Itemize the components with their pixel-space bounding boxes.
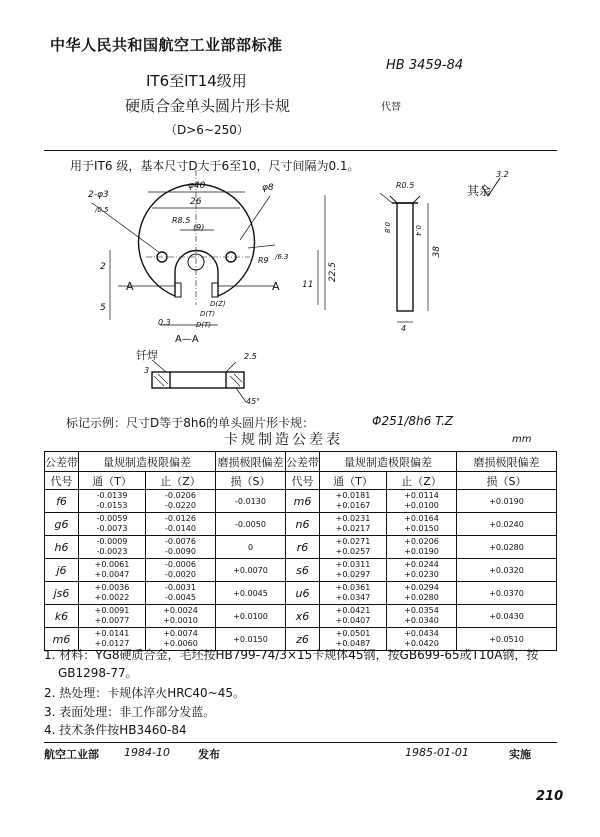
note-2: 2. 热处理：卡规体淬火HRC40~45。 (44, 686, 246, 700)
cell-z4: +0.0230 (404, 570, 439, 579)
nogo-dev-left (146, 559, 216, 582)
note-3: 3. 表面处理：非工作部分发蓝。 (44, 705, 216, 719)
footer-issue-date: 1984-10 (124, 746, 170, 759)
cell-z4: +0.0420 (404, 639, 439, 648)
dim-r05: R0.5 (396, 181, 415, 190)
cell-t3: +0.0501 (335, 629, 371, 638)
cell-t1: -0.0059 (96, 514, 128, 523)
intro-text: 用于IT6 级，基本尺寸D大于6至10，尺寸间隔为0.1。 (70, 159, 360, 173)
row-code-left (45, 536, 79, 559)
dim-0-8: 0.8 (383, 222, 391, 234)
cell-t1: +0.0091 (94, 606, 130, 615)
go-dev-left (79, 513, 146, 536)
table-unit: mm (512, 434, 532, 445)
label-a-left: A (126, 280, 134, 293)
cell-s2: +0.0190 (489, 496, 524, 506)
wear-dev-left (216, 559, 286, 582)
cell-s: +0.0070 (233, 565, 268, 575)
cell-z2: -0.0090 (165, 547, 196, 556)
table-row (45, 605, 557, 628)
cell-c1: j6 (56, 563, 67, 577)
wear-dev-right (457, 582, 557, 605)
note-1: 1. 材料：YG8硬质合金，毛坯按HB799-74/3×15卡规体45钢，按GB699-65或T10A钢，按 (44, 648, 539, 662)
rest-label: 其余 (467, 184, 492, 198)
go-dev-right (320, 513, 387, 536)
cell-c1: g6 (54, 517, 69, 531)
wear-dev-right (457, 513, 557, 536)
cell-t3: +0.0181 (335, 491, 371, 500)
cell-t2: -0.0073 (96, 524, 128, 533)
go-dev-left (79, 536, 146, 559)
tolerance-table (44, 451, 557, 651)
cell-z2: -0.0020 (165, 570, 196, 579)
cell-t2: +0.0047 (94, 570, 130, 579)
dim-38: 38 (432, 246, 442, 258)
cell-z3: +0.0294 (404, 583, 439, 592)
nogo-dev-right (387, 490, 457, 513)
wear-dev-right (457, 490, 557, 513)
dim-45: 45° (246, 397, 261, 406)
cell-s: -0.0130 (235, 496, 266, 506)
row-code-left (45, 605, 79, 628)
go-dev-right (320, 536, 387, 559)
nogo-dev-left (146, 513, 216, 536)
cell-t3: +0.0421 (335, 606, 371, 615)
wear-dev-left (216, 513, 286, 536)
cell-t4: +0.0257 (335, 547, 371, 556)
cell-z2: +0.0060 (163, 639, 198, 648)
cell-t4: +0.0487 (335, 639, 371, 648)
row-code-left (45, 513, 79, 536)
dim-9: (9) (193, 223, 205, 232)
cell-z1: +0.0024 (163, 606, 198, 615)
cell-c2: z6 (296, 632, 309, 646)
table-row (45, 559, 557, 582)
dim-r85: R8.5 (172, 216, 191, 225)
wear-dev-left (216, 536, 286, 559)
dim-2: 2 (100, 262, 106, 272)
cell-t3: +0.0271 (335, 537, 371, 546)
cell-s: 0 (247, 542, 254, 552)
cell-c2: x6 (295, 609, 310, 623)
side-view (397, 203, 413, 311)
weld-label: 钎焊 (136, 349, 158, 362)
dim-phi8: φ8 (262, 183, 274, 193)
go-dev-left (79, 582, 146, 605)
title-line-1: IT6至IT14级用 (146, 72, 247, 90)
cell-t4: +0.0407 (335, 616, 371, 625)
th-gauge-dev-left: 量规制造极限偏差 (79, 452, 216, 472)
footer-issuer: 航空工业部 (44, 748, 99, 761)
cell-z1: -0.0031 (165, 583, 196, 592)
label-a-right: A (272, 280, 280, 293)
go-dev-right (320, 582, 387, 605)
dim-2-phi3: 2-φ3 (88, 190, 109, 200)
dim-26: 26 (190, 197, 202, 207)
cell-t2: +0.0127 (94, 639, 130, 648)
nogo-dev-right (387, 582, 457, 605)
cell-z2: -0.0220 (165, 501, 196, 510)
row-code-right (286, 559, 320, 582)
cell-t3: +0.0361 (335, 583, 371, 592)
table-title: 卡规制造公差表 (224, 432, 343, 448)
wear-dev-left (216, 582, 286, 605)
th-go-right: 通（T） (320, 472, 387, 490)
th-wear-left: 损（S） (216, 472, 286, 490)
cell-z2: +0.0010 (163, 616, 198, 625)
dim-dz: D(Z) (210, 300, 226, 308)
nogo-dev-left (146, 490, 216, 513)
cell-c2: u6 (295, 586, 310, 600)
go-dev-right (320, 605, 387, 628)
cell-s: -0.0050 (235, 519, 266, 529)
braze-section (152, 372, 244, 388)
cell-t1: +0.0061 (94, 560, 130, 569)
cell-t1: +0.0141 (94, 629, 130, 638)
cell-z4: +0.0190 (404, 547, 439, 556)
th-go-left: 通（T） (79, 472, 146, 490)
cell-s2: +0.0430 (489, 611, 524, 621)
cell-z3: +0.0434 (404, 629, 439, 638)
th-nogo-right: 止（Z） (387, 472, 457, 490)
cell-z4: +0.0340 (404, 616, 439, 625)
title-line-3: （D>6~250） (165, 123, 249, 137)
cell-s2: +0.0240 (489, 519, 524, 529)
title-line-2: 硬质合金单头圆片形卡规 (125, 97, 291, 115)
cell-t2: -0.0023 (96, 547, 128, 556)
cell-c1: k6 (54, 609, 69, 623)
table-row (45, 490, 557, 513)
cell-t4: +0.0217 (335, 524, 371, 533)
wear-dev-right (457, 559, 557, 582)
standard-number: HB 3459-84 (386, 58, 464, 73)
table-row (45, 513, 557, 536)
th-wear-dev-right: 磨损极限偏差 (457, 452, 557, 472)
cell-z1: -0.0006 (165, 560, 196, 569)
section-label: A—A (175, 334, 199, 345)
row-code-right (286, 490, 320, 513)
nogo-dev-right (387, 513, 457, 536)
dim-phi40: φ40 (188, 181, 206, 191)
cell-c1: h6 (54, 540, 69, 554)
footer-rule (44, 742, 557, 743)
cell-s2: +0.0510 (489, 634, 524, 644)
nogo-dev-right (387, 536, 457, 559)
wear-dev-left (216, 490, 286, 513)
cell-c1: m6 (52, 632, 71, 646)
nogo-dev-left (146, 582, 216, 605)
org-title: 中华人民共和国航空工业部部标准 (50, 36, 283, 54)
wear-dev-left (216, 605, 286, 628)
go-dev-left (79, 559, 146, 582)
cell-z4: +0.0100 (404, 501, 439, 510)
cell-z2: -0.0140 (165, 524, 196, 533)
go-dev-left (79, 490, 146, 513)
dim-dt-2: D(T) (196, 321, 212, 329)
row-code-right (286, 536, 320, 559)
page-number: 210 (536, 789, 564, 804)
th-nogo-left: 止（Z） (146, 472, 216, 490)
th-code-left: 代号 (45, 472, 79, 490)
dim-4: 4 (401, 324, 407, 333)
wear-dev-right (457, 536, 557, 559)
th-wear-dev-left: 磨损极限偏差 (216, 452, 286, 472)
cell-z4: +0.0150 (404, 524, 439, 533)
dim-r9-sub: /6.3 (275, 253, 289, 261)
go-dev-right (320, 559, 387, 582)
cell-z3: +0.0114 (404, 491, 439, 500)
dim-r9: R9 (258, 256, 269, 265)
wear-dev-right (457, 605, 557, 628)
th-zone-left: 公差带 (45, 452, 79, 472)
go-dev-right (320, 490, 387, 513)
cell-s: +0.0045 (233, 588, 268, 598)
cell-t4: +0.0167 (335, 501, 371, 510)
cell-z3: +0.0244 (404, 560, 439, 569)
example-text: 标记示例：尺寸D等于8h6的单头圆片形卡规： (66, 416, 315, 430)
dim-3: 3 (144, 366, 150, 375)
table-row (45, 536, 557, 559)
cell-t2: -0.0153 (96, 501, 128, 510)
cell-c1: js6 (53, 586, 70, 600)
cell-t1: +0.0036 (94, 583, 130, 592)
footer-impl-label: 实施 (509, 748, 531, 761)
nogo-dev-left (146, 536, 216, 559)
note-4: 4. 技术条件按HB3460-84 (44, 723, 187, 737)
note-1-cont: GB1298-77。 (58, 666, 138, 680)
cell-t2: +0.0022 (94, 593, 130, 602)
cell-t3: +0.0231 (335, 514, 371, 523)
row-code-right (286, 605, 320, 628)
cell-z1: -0.0076 (165, 537, 196, 546)
nogo-dev-right (387, 559, 457, 582)
cell-s: +0.0150 (233, 634, 268, 644)
cell-z3: +0.0354 (404, 606, 439, 615)
dim-0-3: 0.3 (158, 318, 171, 327)
cell-c2: m6 (293, 494, 312, 508)
cell-c2: s6 (296, 563, 309, 577)
cell-c1: f6 (56, 494, 67, 508)
cell-t4: +0.0347 (335, 593, 371, 602)
cell-t1: -0.0139 (96, 491, 128, 500)
cell-z3: +0.0206 (404, 537, 439, 546)
dim-0-4: 0.4 (414, 225, 422, 237)
cell-z4: +0.0280 (404, 593, 439, 602)
cell-z1: +0.0074 (163, 629, 198, 638)
dim-22-5: 22.5 (328, 262, 338, 283)
cell-t3: +0.0311 (335, 560, 371, 569)
cell-s2: +0.0370 (489, 588, 524, 598)
nogo-dev-left (146, 605, 216, 628)
cell-s: +0.0100 (233, 611, 268, 621)
cell-z1: -0.0206 (165, 491, 196, 500)
row-code-left (45, 559, 79, 582)
dim-2-phi3-sub: /0.5 (95, 206, 109, 214)
cell-s2: +0.0320 (489, 565, 524, 575)
th-gauge-dev-right: 量规制造极限偏差 (320, 452, 457, 472)
row-code-left (45, 490, 79, 513)
cell-z2: -0.0045 (165, 593, 196, 602)
table-row (45, 582, 557, 605)
replace-label: 代替 (381, 102, 401, 113)
cell-z1: -0.0126 (165, 514, 196, 523)
th-wear-right: 损（S） (457, 472, 557, 490)
th-code-right: 代号 (286, 472, 320, 490)
dim-2-5: 2.5 (244, 352, 257, 361)
rest-value: 3.2 (496, 170, 509, 179)
cell-c2: r6 (296, 540, 309, 554)
cell-s2: +0.0280 (489, 542, 524, 552)
dim-dt: D(T) (200, 310, 216, 318)
footer-issue-label: 发布 (198, 748, 220, 761)
cell-z3: +0.0164 (404, 514, 439, 523)
th-zone-right: 公差带 (286, 452, 320, 472)
cell-t2: +0.0077 (94, 616, 130, 625)
dim-11: 11 (302, 280, 314, 290)
example-code: Φ251/8h6 T.Z (372, 414, 454, 428)
cell-c2: n6 (295, 517, 310, 531)
row-code-right (286, 513, 320, 536)
cell-t1: -0.0009 (96, 537, 128, 546)
go-dev-left (79, 605, 146, 628)
footer-impl-date: 1985-01-01 (405, 746, 469, 759)
row-code-left (45, 582, 79, 605)
dim-5: 5 (100, 303, 106, 313)
nogo-dev-right (387, 605, 457, 628)
cell-t4: +0.0297 (335, 570, 371, 579)
row-code-right (286, 582, 320, 605)
